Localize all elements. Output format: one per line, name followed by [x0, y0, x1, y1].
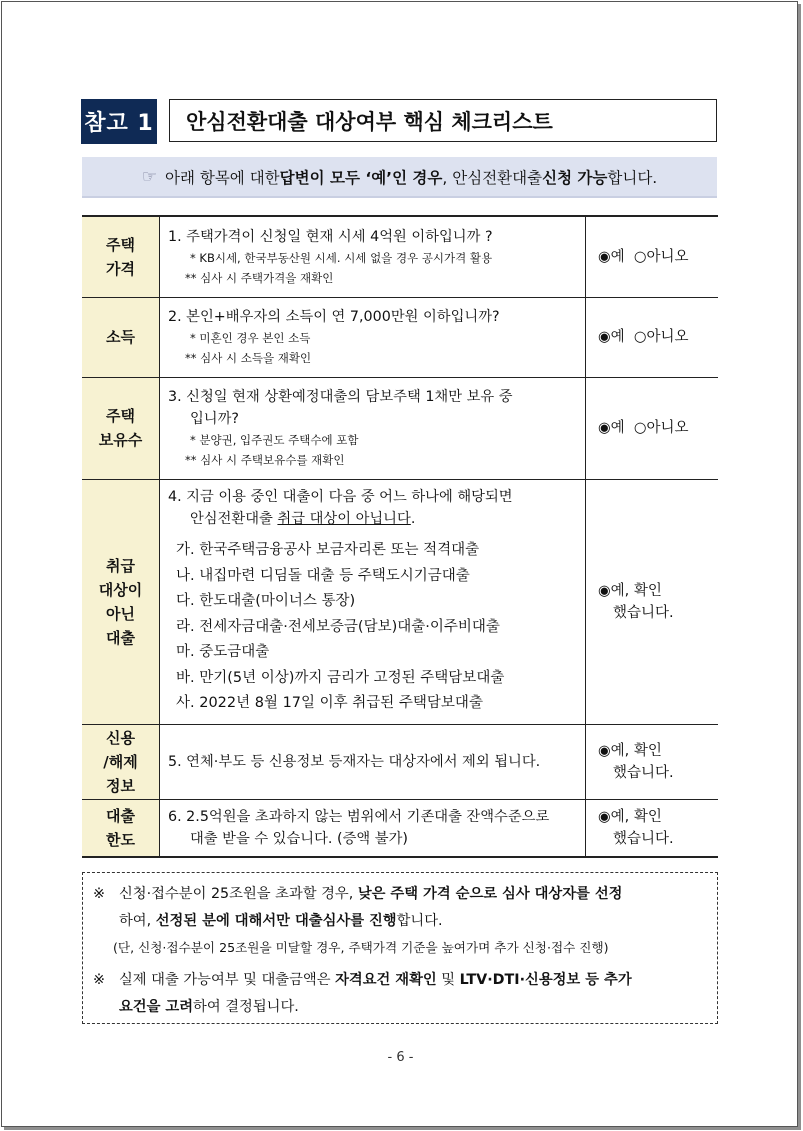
yes-radio[interactable]: ◉예	[598, 420, 625, 436]
answer-cell	[586, 377, 719, 479]
category-cell: 신용 /해제 정보	[82, 724, 160, 799]
list-item: 다. 한도대출(마이너스 통장)	[176, 593, 356, 610]
notes-box: ※ 신청·접수분이 25조원을 초과할 경우, 낮은 주택 가격 순으로 심사 대상자를 선정 하여, 선정된 분에 대해서만 대출심사를 진행합니다. (단, 신청·접수분이 25조원을 미달할 경우, 주택가격 기준을 높여가며 추가 신청·접수 진행) ※ 실제 대출 가능여부 및 대출금액은 자격요건 재확인 및 LTV·DTI·신용정보 등 추가 요건을 고려하여 결정됩니다.	[82, 872, 718, 1024]
no-radio[interactable]: ○아니오	[633, 329, 689, 345]
answer-cell: ◉예, 확인 했습니다.	[586, 799, 719, 857]
yes-radio[interactable]: ◉예	[598, 248, 625, 265]
note-item: ※ 신청·접수분이 25조원을 초과할 경우, 낮은 주택 가격 순으로 심사 대상자를 선정	[93, 886, 623, 902]
page-title: 안심전환대출 대상여부 핵심 체크리스트	[169, 99, 717, 142]
page-number: - 6 -	[387, 1050, 414, 1065]
list-item: 사. 2022년 8월 17일 이후 취급된 주택담보대출	[176, 695, 483, 712]
table-row	[82, 377, 718, 479]
checklist-table	[82, 215, 718, 858]
section-header	[81, 99, 157, 144]
list-item: 바. 만기(5년 이상)까지 금리가 고정된 주택담보대출	[176, 669, 505, 686]
question-cell: 3. 신청일 현재 상환예정대출의 담보주택 1채만 보유 중 입니까? * 분양권, 입주권도 주택수에 포함 ** 심사 시 주택보유수를 재확인	[160, 377, 586, 479]
list-item: 라. 전세자금대출·전세보증금(담보)대출·이주비대출	[176, 618, 500, 635]
category-cell: 대출 한도	[82, 799, 160, 857]
no-radio[interactable]: ○아니오	[633, 420, 689, 436]
yes-radio[interactable]: ◉예	[598, 329, 625, 345]
category-cell: 소득	[82, 297, 160, 377]
note-item: ※ 실제 대출 가능여부 및 대출금액은 자격요건 재확인 및 LTV·DTI·신용정보 등 추가	[93, 972, 632, 988]
table-row	[82, 799, 718, 857]
category-cell: 취급 대상이 아닌 대출	[82, 479, 160, 724]
confirm-radio[interactable]: ◉예, 확인	[598, 582, 662, 599]
answer-cell: ◉예, 확인 했습니다.	[586, 479, 719, 724]
table-row	[82, 479, 718, 724]
question-cell: 5. 연체·부도 등 신용정보 등재자는 대상자에서 제외 됩니다.	[160, 724, 586, 799]
reference-badge: 참고 1	[81, 99, 157, 144]
no-radio[interactable]: ○아니오	[633, 248, 689, 265]
answer-cell	[586, 216, 719, 297]
question-cell: 4. 지금 이용 중인 대출이 다음 중 어느 하나에 해당되면 안심전환대출 취급 대상이 아닙니다. 가. 한국주택금융공사 보금자리론 또는 적격대출 나. 내집마련 디딤돌 대출 등 주택도시기금대출 다. 한도대출(마이너스 통장) 라. 전세자금대출·전세보증금(담보)대출·이주비대출 마. 중도금대출 바. 만기(5년 이상)까지 금리가 고정된 주택담보대출 사. 2022년 8월 17일 이후 취급된 주택담보대출	[160, 479, 586, 724]
category-cell: 주택 가격	[82, 216, 160, 297]
list-item: 마. 중도금대출	[176, 644, 270, 661]
confirm-radio[interactable]: ◉예, 확인	[598, 808, 662, 825]
question-cell: 6. 2.5억원을 초과하지 않는 범위에서 기존대출 잔액수준으로 대출 받을 수 있습니다. (증액 불가)	[160, 799, 586, 857]
category-cell: 주택 보유수	[82, 377, 160, 479]
question-cell: 1. 주택가격이 신청일 현재 시세 4억원 이하입니까 ? * KB시세, 한국부동산원 시세. 시세 없을 경우 공시가격 활용 ** 심사 시 주택가격을 재확인	[160, 216, 586, 297]
document-page	[1, 1, 798, 1127]
list-item: 나. 내집마련 디딤돌 대출 등 주택도시기금대출	[176, 567, 470, 584]
instruction-banner: ☞ 아래 항목에 대한 답변이 모두 ‘예’인 경우 , 안심전환대출 신청 가능 합니다.	[82, 157, 717, 198]
pointing-hand-icon: ☞	[141, 166, 157, 187]
list-item: 가. 한국주택금융공사 보금자리론 또는 적격대출	[176, 542, 480, 559]
table-row	[82, 297, 718, 377]
table-row	[82, 216, 718, 297]
answer-cell	[586, 297, 719, 377]
confirm-radio[interactable]: ◉예, 확인	[598, 742, 662, 759]
question-cell: 2. 본인+배우자의 소득이 연 7,000만원 이하입니까? * 미혼인 경우 본인 소득 ** 심사 시 소득을 재확인	[160, 297, 586, 377]
answer-cell: ◉예, 확인 했습니다.	[586, 724, 719, 799]
table-row	[82, 724, 718, 799]
